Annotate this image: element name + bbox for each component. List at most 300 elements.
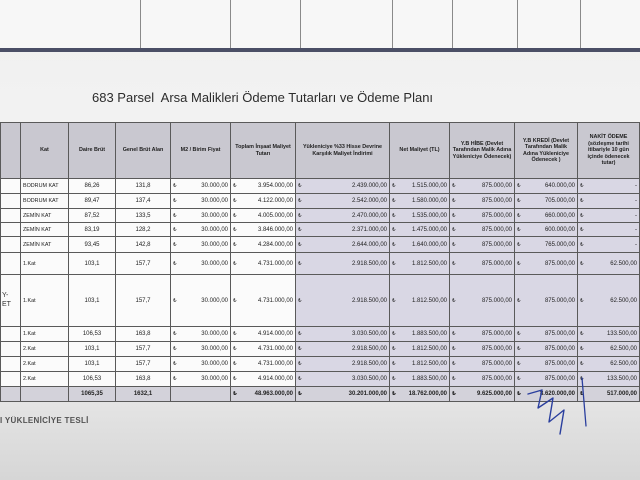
- cell-nakit: [578, 327, 640, 342]
- previous-table-fragment: [0, 0, 640, 52]
- cell-kredi: [515, 237, 578, 253]
- amount: 30.000,00: [201, 346, 228, 352]
- currency-symbol: ₺: [452, 183, 456, 189]
- amount: 875.000,00: [481, 346, 512, 352]
- table-row: [1, 223, 640, 237]
- amount: 1.812.500,00: [411, 260, 447, 267]
- currency-symbol: ₺: [233, 361, 237, 367]
- cell-kat: ZEMİN KAT: [21, 237, 69, 253]
- currency-symbol: ₺: [173, 198, 177, 204]
- cell-kat: [21, 387, 69, 402]
- cell-hisse: [296, 253, 390, 275]
- cell-birim-fiyat: [171, 342, 231, 357]
- column-header: Y.B HİBE (Devlet Tarafından Malik Adına Yükleniciye Ödenecek): [450, 123, 515, 179]
- cell-birim-fiyat: [171, 194, 231, 209]
- currency-symbol: ₺: [298, 376, 302, 382]
- currency-symbol: ₺: [452, 346, 456, 352]
- cell-genel-brut: 133,5: [116, 209, 171, 223]
- cell-hisse: [296, 342, 390, 357]
- cell-kredi: [515, 275, 578, 327]
- cell-net: [390, 372, 450, 387]
- amount: 30.000,00: [201, 183, 228, 189]
- amount: 875.000,00: [481, 331, 512, 337]
- owner-name-fragment: Y-: [2, 292, 9, 300]
- currency-symbol: ₺: [452, 198, 456, 204]
- currency-symbol: ₺: [392, 241, 396, 248]
- column-header: Y.B KREDİ (Devlet Tarafından Malik Adına Yükleniciye Ödenecek ): [515, 123, 578, 179]
- currency-symbol: ₺: [173, 183, 177, 189]
- cell-hisse: [296, 357, 390, 372]
- currency-symbol: ₺: [580, 331, 584, 337]
- currency-symbol: ₺: [233, 212, 237, 219]
- cell-genel-brut: 157,7: [116, 275, 171, 327]
- cell-kat: ZEMİN KAT: [21, 223, 69, 237]
- currency-symbol: ₺: [392, 346, 396, 352]
- amount: 875.000,00: [544, 260, 575, 267]
- amount: 2.644.000,00: [351, 241, 387, 248]
- amount: 133.500,00: [606, 376, 637, 382]
- cell-birim-fiyat: [171, 387, 231, 402]
- currency-symbol: ₺: [452, 226, 456, 233]
- amount: 2.542.000,00: [351, 198, 387, 204]
- cell-toplam: [231, 179, 296, 194]
- amount: 517.000,00: [606, 391, 637, 397]
- currency-symbol: ₺: [298, 198, 302, 204]
- table-row: [1, 179, 640, 194]
- column-header: Kat: [21, 123, 69, 179]
- cell-nakit: [578, 253, 640, 275]
- currency-symbol: ₺: [233, 226, 237, 233]
- cell-owner: [1, 327, 21, 342]
- cell-kredi: [515, 357, 578, 372]
- column-header: Daire Brüt: [69, 123, 116, 179]
- column-header: NAKİT ÖDEME (sözleşme tarihi itibariyle 10 gün içinde ödenecek tutar): [578, 123, 640, 179]
- cell-nakit: [578, 194, 640, 209]
- cell-genel-brut: 142,8: [116, 237, 171, 253]
- amount: 2.918.500,00: [351, 346, 387, 352]
- cell-toplam: [231, 387, 296, 402]
- amount: 4.731.000,00: [257, 346, 293, 352]
- currency-symbol: ₺: [392, 260, 396, 267]
- currency-symbol: ₺: [517, 391, 521, 397]
- cell-genel-brut: 1632,1: [116, 387, 171, 402]
- currency-symbol: ₺: [233, 346, 237, 352]
- cell-owner: [1, 179, 21, 194]
- amount: 1.640.000,00: [411, 241, 447, 248]
- currency-symbol: ₺: [392, 198, 396, 204]
- cell-toplam: [231, 194, 296, 209]
- amount: 4.731.000,00: [257, 361, 293, 367]
- currency-symbol: ₺: [298, 260, 302, 267]
- signature-stroke: [582, 378, 586, 426]
- cell-genel-brut: 157,7: [116, 357, 171, 372]
- amount: 875.000,00: [481, 198, 512, 204]
- amount: 600.000,00: [544, 226, 575, 233]
- table-header: [1, 123, 640, 179]
- cell-kat: 2.Kat: [21, 357, 69, 372]
- amount: 875.000,00: [544, 331, 575, 337]
- cell-hibe: [450, 194, 515, 209]
- currency-symbol: ₺: [580, 391, 584, 397]
- currency-symbol: ₺: [298, 241, 302, 248]
- amount: 875.000,00: [544, 376, 575, 382]
- cell-net: [390, 342, 450, 357]
- currency-symbol: ₺: [392, 361, 396, 367]
- currency-symbol: ₺: [452, 391, 456, 397]
- currency-symbol: ₺: [580, 198, 584, 204]
- amount: 8.620.000,00: [539, 391, 575, 397]
- cell-hisse: [296, 327, 390, 342]
- cell-birim-fiyat: [171, 275, 231, 327]
- cell-owner: [1, 209, 21, 223]
- amount: 3.846.000,00: [257, 226, 293, 233]
- cell-birim-fiyat: [171, 179, 231, 194]
- cell-hibe: [450, 275, 515, 327]
- amount: 3.954.000,00: [257, 183, 293, 189]
- amount: 1.883.500,00: [411, 331, 447, 337]
- cell-daire-brut: 106,53: [69, 372, 116, 387]
- currency-symbol: ₺: [173, 331, 177, 337]
- cell-kredi: [515, 194, 578, 209]
- footer-note: I YÜKLENİCİYE TESLİ: [0, 416, 89, 425]
- header-row: [1, 123, 640, 179]
- amount: 30.000,00: [201, 376, 228, 382]
- amount: 2.918.500,00: [351, 361, 387, 367]
- currency-symbol: ₺: [517, 297, 521, 304]
- currency-symbol: ₺: [580, 376, 584, 382]
- amount: 875.000,00: [544, 297, 575, 304]
- cell-owner: [1, 357, 21, 372]
- cell-hisse: [296, 194, 390, 209]
- page-title: 683 Parsel Arsa Malikleri Ödeme Tutarları ve Ödeme Planı: [92, 90, 434, 105]
- cell-hisse: [296, 387, 390, 402]
- cell-hibe: [450, 327, 515, 342]
- cell-toplam: [231, 253, 296, 275]
- amount: 4.914.000,00: [257, 376, 293, 382]
- cell-hisse: [296, 179, 390, 194]
- currency-symbol: ₺: [173, 346, 177, 352]
- amount: 1.812.500,00: [411, 297, 447, 304]
- amount: 30.000,00: [201, 331, 228, 337]
- cell-owner: [1, 223, 21, 237]
- currency-symbol: ₺: [517, 226, 521, 233]
- currency-symbol: ₺: [233, 198, 237, 204]
- currency-symbol: ₺: [173, 212, 177, 219]
- cell-hisse: [296, 209, 390, 223]
- cell-net: [390, 357, 450, 372]
- amount: 2.371.000,00: [351, 226, 387, 233]
- amount: 30.000,00: [201, 198, 228, 204]
- amount: 875.000,00: [481, 260, 512, 267]
- cell-nakit: [578, 275, 640, 327]
- currency-symbol: ₺: [392, 331, 396, 337]
- amount: 875.000,00: [544, 361, 575, 367]
- currency-symbol: ₺: [517, 346, 521, 352]
- amount: 875.000,00: [481, 183, 512, 189]
- currency-symbol: ₺: [452, 212, 456, 219]
- table-row: [1, 237, 640, 253]
- cell-hibe: [450, 387, 515, 402]
- cell-nakit: [578, 237, 640, 253]
- amount: 30.000,00: [201, 361, 228, 367]
- currency-symbol: ₺: [173, 260, 177, 267]
- cell-daire-brut: 93,45: [69, 237, 116, 253]
- amount: 18.762.000,00: [408, 391, 447, 397]
- amount: 30.000,00: [201, 241, 228, 248]
- cell-toplam: [231, 357, 296, 372]
- cell-kredi: [515, 223, 578, 237]
- currency-symbol: ₺: [298, 391, 302, 397]
- amount: 4.005.000,00: [257, 212, 293, 219]
- column-header: Yükleniciye %33 Hisse Devrine Karşılık Maliyet İndirimi: [296, 123, 390, 179]
- cell-kredi: [515, 209, 578, 223]
- cell-hibe: [450, 342, 515, 357]
- cell-genel-brut: 131,8: [116, 179, 171, 194]
- cell-hibe: [450, 179, 515, 194]
- amount: 62.500,00: [610, 297, 637, 304]
- payment-plan-table: [0, 122, 640, 402]
- currency-symbol: ₺: [298, 183, 302, 189]
- amount: 62.500,00: [610, 361, 637, 367]
- amount: 1.812.500,00: [411, 346, 447, 352]
- cell-birim-fiyat: [171, 357, 231, 372]
- currency-symbol: ₺: [233, 260, 237, 267]
- amount: 1.475.000,00: [411, 226, 447, 233]
- amount: 30.000,00: [201, 297, 228, 304]
- currency-symbol: ₺: [580, 260, 584, 267]
- table-row: [1, 253, 640, 275]
- table-row: [1, 327, 640, 342]
- cell-genel-brut: 157,7: [116, 253, 171, 275]
- cell-toplam: [231, 342, 296, 357]
- currency-symbol: ₺: [298, 297, 302, 304]
- column-header: Genel Brüt Alan: [116, 123, 171, 179]
- cell-net: [390, 253, 450, 275]
- amount: 875.000,00: [544, 346, 575, 352]
- cell-kat: 2.Kat: [21, 372, 69, 387]
- cell-hibe: [450, 357, 515, 372]
- currency-symbol: ₺: [233, 297, 237, 304]
- cell-toplam: [231, 223, 296, 237]
- amount: 4.914.000,00: [257, 331, 293, 337]
- cell-nakit: [578, 209, 640, 223]
- currency-symbol: ₺: [298, 361, 302, 367]
- amount: 875.000,00: [481, 361, 512, 367]
- cell-kredi: [515, 179, 578, 194]
- cell-daire-brut: 103,1: [69, 253, 116, 275]
- cell-net: [390, 387, 450, 402]
- amount: 133.500,00: [606, 331, 637, 337]
- currency-symbol: ₺: [173, 376, 177, 382]
- cell-daire-brut: 103,1: [69, 342, 116, 357]
- cell-nakit: [578, 223, 640, 237]
- amount: 3.030.500,00: [351, 331, 387, 337]
- cell-toplam: [231, 237, 296, 253]
- currency-symbol: ₺: [517, 183, 521, 189]
- currency-symbol: ₺: [580, 241, 584, 248]
- amount: 2.470.000,00: [351, 212, 387, 219]
- cell-birim-fiyat: [171, 327, 231, 342]
- cell-net: [390, 327, 450, 342]
- amount: -: [635, 183, 637, 189]
- currency-symbol: ₺: [233, 391, 237, 397]
- currency-symbol: ₺: [517, 241, 521, 248]
- amount: 30.000,00: [201, 212, 228, 219]
- cell-kat: 1.Kat: [21, 327, 69, 342]
- currency-symbol: ₺: [392, 212, 396, 219]
- cell-net: [390, 237, 450, 253]
- cell-hisse: [296, 237, 390, 253]
- currency-symbol: ₺: [173, 361, 177, 367]
- table-row: [1, 342, 640, 357]
- cell-genel-brut: 137,4: [116, 194, 171, 209]
- cell-daire-brut: 83,19: [69, 223, 116, 237]
- cell-daire-brut: 103,1: [69, 357, 116, 372]
- cell-kredi: [515, 342, 578, 357]
- table-row: [1, 209, 640, 223]
- cell-kredi: [515, 253, 578, 275]
- cell-nakit: [578, 357, 640, 372]
- currency-symbol: ₺: [298, 331, 302, 337]
- currency-symbol: ₺: [452, 260, 456, 267]
- currency-symbol: ₺: [392, 183, 396, 189]
- amount: -: [635, 212, 637, 219]
- amount: 30.000,00: [201, 260, 228, 267]
- amount: 1.535.000,00: [411, 212, 447, 219]
- amount: 1.580.000,00: [411, 198, 447, 204]
- cell-kat: BODRUM KAT: [21, 179, 69, 194]
- currency-symbol: ₺: [580, 297, 584, 304]
- amount: 1.515.000,00: [411, 183, 447, 189]
- currency-symbol: ₺: [580, 226, 584, 233]
- cell-birim-fiyat: [171, 253, 231, 275]
- cell-genel-brut: 163,8: [116, 327, 171, 342]
- cell-owner: [1, 372, 21, 387]
- cell-toplam: [231, 209, 296, 223]
- currency-symbol: ₺: [173, 241, 177, 248]
- column-header: Toplam İnşaat Maliyet Tutarı: [231, 123, 296, 179]
- table-row: [1, 275, 640, 327]
- table-row: [1, 357, 640, 372]
- cell-hibe: [450, 372, 515, 387]
- amount: 48.963.000,00: [254, 391, 293, 397]
- amount: 660.000,00: [544, 212, 575, 219]
- cell-daire-brut: 87,52: [69, 209, 116, 223]
- currency-symbol: ₺: [392, 297, 396, 304]
- cell-kat: 1.Kat: [21, 275, 69, 327]
- amount: 4.731.000,00: [257, 260, 293, 267]
- currency-symbol: ₺: [580, 183, 584, 189]
- currency-symbol: ₺: [233, 331, 237, 337]
- cell-kat: 1.Kat: [21, 253, 69, 275]
- currency-symbol: ₺: [233, 376, 237, 382]
- cell-net: [390, 223, 450, 237]
- amount: 1.812.500,00: [411, 361, 447, 367]
- currency-symbol: ₺: [173, 297, 177, 304]
- amount: 62.500,00: [610, 260, 637, 267]
- currency-symbol: ₺: [517, 260, 521, 267]
- cell-daire-brut: 86,26: [69, 179, 116, 194]
- column-header: Net Maliyet (TL): [390, 123, 450, 179]
- currency-symbol: ₺: [580, 361, 584, 367]
- amount: 30.000,00: [201, 226, 228, 233]
- currency-symbol: ₺: [173, 226, 177, 233]
- currency-symbol: ₺: [517, 212, 521, 219]
- cell-daire-brut: 1065,35: [69, 387, 116, 402]
- cell-toplam: [231, 275, 296, 327]
- cell-hisse: [296, 372, 390, 387]
- cell-net: [390, 209, 450, 223]
- cell-kat: ZEMİN KAT: [21, 209, 69, 223]
- cell-daire-brut: 103,1: [69, 275, 116, 327]
- currency-symbol: ₺: [452, 331, 456, 337]
- cell-hibe: [450, 223, 515, 237]
- amount: 3.030.500,00: [351, 376, 387, 382]
- currency-symbol: ₺: [517, 198, 521, 204]
- currency-symbol: ₺: [452, 376, 456, 382]
- cell-net: [390, 179, 450, 194]
- cell-toplam: [231, 372, 296, 387]
- amount: 4.284.000,00: [257, 241, 293, 248]
- signature-stroke: [528, 390, 564, 434]
- cell-net: [390, 275, 450, 327]
- cell-birim-fiyat: [171, 209, 231, 223]
- amount: 4.122.000,00: [257, 198, 293, 204]
- currency-symbol: ₺: [517, 376, 521, 382]
- cell-hisse: [296, 223, 390, 237]
- cell-owner: [1, 387, 21, 402]
- amount: -: [635, 226, 637, 233]
- amount: 1.883.500,00: [411, 376, 447, 382]
- currency-symbol: ₺: [233, 183, 237, 189]
- column-header: M2 / Birim Fiyat: [171, 123, 231, 179]
- cell-hisse: [296, 275, 390, 327]
- currency-symbol: ₺: [517, 361, 521, 367]
- amount: 875.000,00: [481, 212, 512, 219]
- cell-hibe: [450, 237, 515, 253]
- owner-name-fragment: ET: [2, 300, 11, 308]
- amount: 4.731.000,00: [257, 297, 293, 304]
- table-row: [1, 194, 640, 209]
- cell-nakit: [578, 179, 640, 194]
- cell-birim-fiyat: [171, 372, 231, 387]
- cell-toplam: [231, 327, 296, 342]
- currency-symbol: ₺: [452, 297, 456, 304]
- currency-symbol: ₺: [580, 346, 584, 352]
- amount: 9.625.000,00: [476, 391, 512, 397]
- amount: 875.000,00: [481, 226, 512, 233]
- table-body: [1, 179, 640, 402]
- amount: 875.000,00: [481, 376, 512, 382]
- currency-symbol: ₺: [233, 241, 237, 248]
- cell-hibe: [450, 209, 515, 223]
- cell-net: [390, 194, 450, 209]
- cell-daire-brut: 106,53: [69, 327, 116, 342]
- cell-genel-brut: 157,7: [116, 342, 171, 357]
- currency-symbol: ₺: [452, 361, 456, 367]
- cell-genel-brut: 163,8: [116, 372, 171, 387]
- currency-symbol: ₺: [517, 331, 521, 337]
- amount: -: [635, 198, 637, 204]
- cell-kredi: [515, 327, 578, 342]
- cell-birim-fiyat: [171, 223, 231, 237]
- amount: 875.000,00: [481, 241, 512, 248]
- cell-kat: 2.Kat: [21, 342, 69, 357]
- currency-symbol: ₺: [452, 241, 456, 248]
- amount: 30.201.000,00: [348, 391, 387, 397]
- handwritten-scribble: [520, 372, 638, 442]
- amount: 2.918.500,00: [351, 260, 387, 267]
